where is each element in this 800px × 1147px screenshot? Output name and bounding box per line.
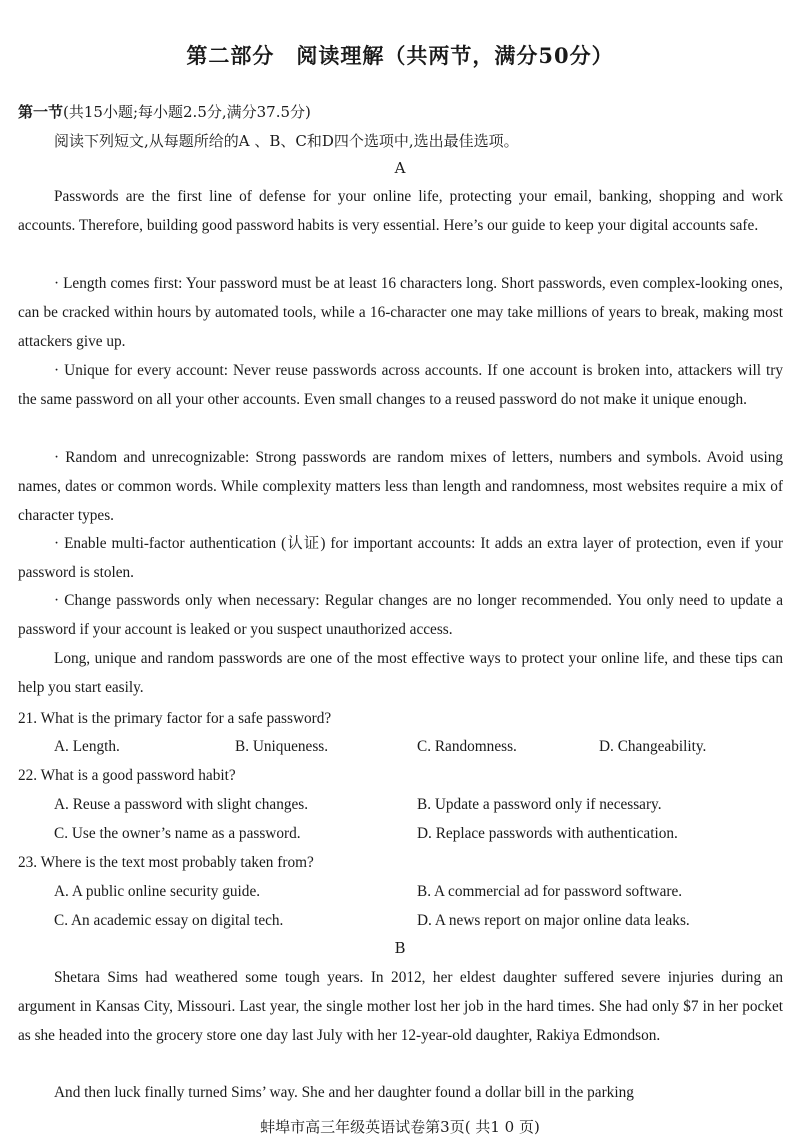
passage-a-paragraph: · Unique for every account: Never reuse passwords across accounts. If one account is broken into, attackers will try the same password on all your other accounts. Even small changes to a reused password do not make it unique enough. bbox=[18, 362, 783, 408]
question-stem: 21. What is the primary factor for a safe password? bbox=[18, 710, 332, 727]
passage-a-paragraph: Passwords are the first line of defense for your online life, protecting your email, banking, shopping and work accounts. Therefore, building good password habits is very essential. Here’s our guide to keep your digital accounts safe. bbox=[18, 188, 783, 234]
section-detail: (共15小题;每小题2.5分,满分37.5分) bbox=[63, 103, 311, 121]
passage-a-letter: A bbox=[394, 159, 406, 177]
section-heading bbox=[18, 101, 311, 122]
passage-a-paragraph: · Change passwords only when necessary: Regular changes are no longer recommended. You only need to update a password if your account is leaked or you suspect unauthorized access. bbox=[18, 592, 783, 638]
answer-option: D. Replace passwords with authentication. bbox=[417, 825, 678, 842]
answer-option: C. Use the owner’s name as a password. bbox=[54, 825, 301, 842]
question-stem: 23. Where is the text most probably taken from? bbox=[18, 854, 314, 871]
answer-option: A. Reuse a password with slight changes. bbox=[54, 796, 309, 813]
part-title: 第二部分 阅读理解（共两节，满分50分） bbox=[186, 43, 614, 68]
answer-option: C. Randomness. bbox=[417, 738, 517, 755]
answer-option: A. Length. bbox=[54, 738, 120, 755]
passage-a-paragraph: Long, unique and random passwords are one of the most effective ways to protect your online life, and these tips can help you start easily. bbox=[18, 650, 783, 696]
passage-b-letter: B bbox=[394, 939, 406, 957]
answer-option: D. Changeability. bbox=[599, 738, 707, 755]
passage-a-paragraph: · Enable multi-factor authentication (认证) for important accounts: It adds an extra layer of protection, even if your password is stolen. bbox=[18, 535, 783, 581]
page-footer: 蚌埠市高三年级英语试卷第3页( 共1 0 页) bbox=[260, 1118, 540, 1136]
instructions: 阅读下列短文,从每题所给的A 、B、C和D四个选项中,选出最佳选项。 bbox=[54, 132, 519, 150]
passage-b-paragraph: And then luck finally turned Sims’ way. She and her daughter found a dollar bill in the parking bbox=[54, 1084, 634, 1101]
passage-a-paragraph: · Length comes first: Your password must be at least 16 characters long. Short passwords, even complex-looking ones, can be cracked within hours by automated tools, while a 16-character one may take millions of years to break, making most attackers give up. bbox=[18, 275, 783, 350]
passage-a-paragraph: · Random and unrecognizable: Strong passwords are random mixes of letters, numbers and symbols. Avoid using names, dates or common words. While complexity matters less than length and randomness, most websites require a mix of character types. bbox=[18, 449, 783, 524]
passage-b-paragraph: Shetara Sims had weathered some tough years. In 2012, her eldest daughter suffered severe injuries during an argument in Kansas City, Missouri. Last year, the single mother lost her job in the hard times. She had only $7 in her pocket as she headed into the grocery store one day last July with her 12-year-old daughter, Rakiya Edmondson. bbox=[18, 969, 783, 1044]
answer-option: C. An academic essay on digital tech. bbox=[54, 912, 284, 929]
section-label: 第一节 bbox=[18, 103, 64, 121]
question-stem: 22. What is a good password habit? bbox=[18, 767, 236, 784]
answer-option: B. A commercial ad for password software. bbox=[417, 883, 683, 900]
answer-option: D. A news report on major online data leaks. bbox=[417, 912, 690, 929]
answer-option: B. Uniqueness. bbox=[235, 738, 329, 755]
answer-option: B. Update a password only if necessary. bbox=[417, 796, 662, 813]
answer-option: A. A public online security guide. bbox=[54, 883, 261, 900]
